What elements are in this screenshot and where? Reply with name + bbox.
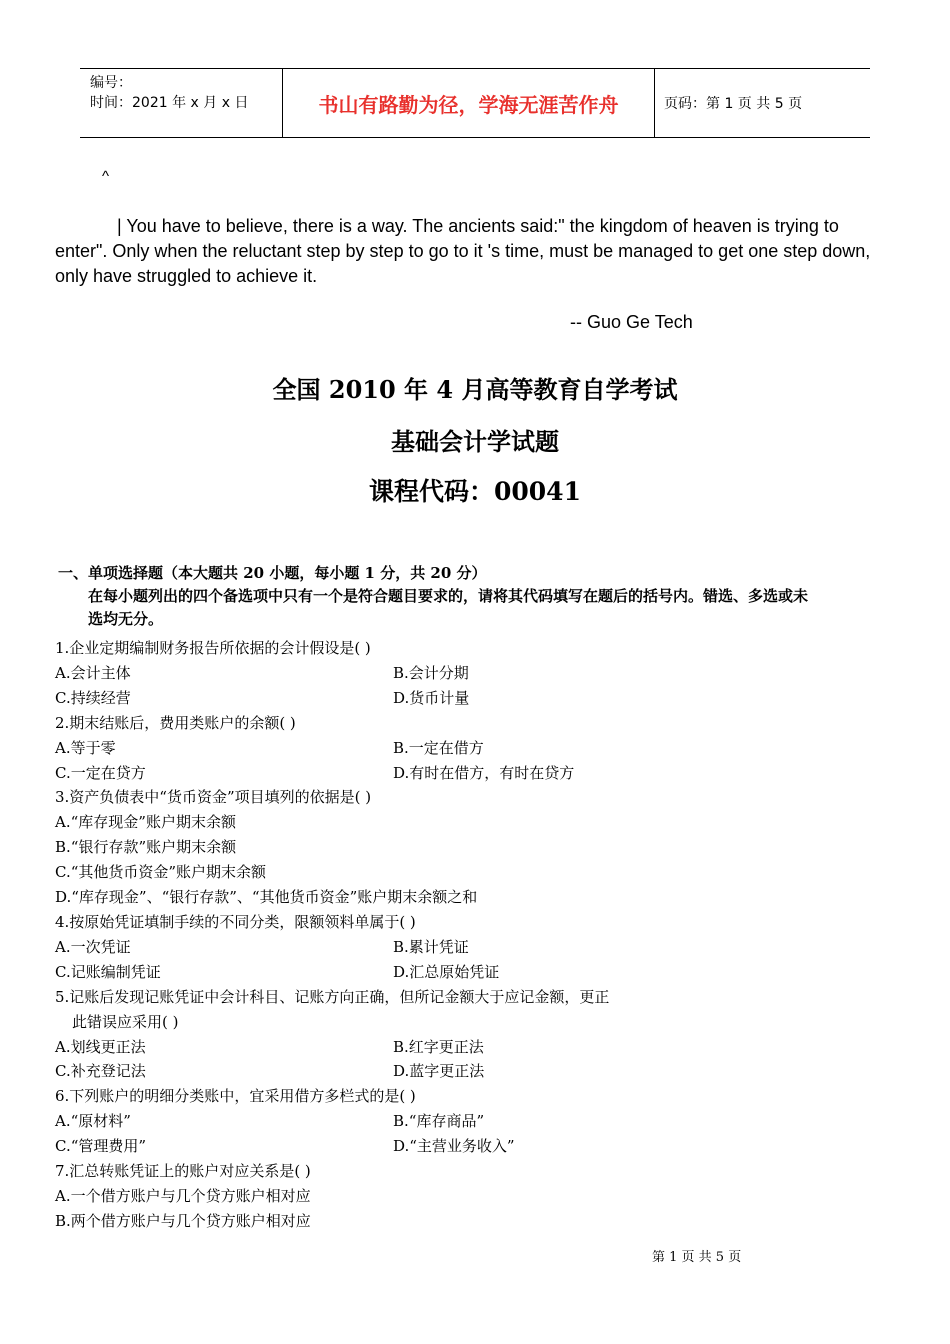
caret-mark: ^	[102, 168, 110, 185]
option: A.“原材料”	[55, 1112, 131, 1131]
option-row	[55, 661, 905, 686]
question-stem: 5.记账后发现记账凭证中会计科目、记账方向正确，但所记金额大于应记金额，更正	[55, 987, 610, 1006]
option: B.一定在借方	[393, 738, 484, 757]
header-motto: 书山有路勤为径，学海无涯苦作舟	[318, 92, 619, 117]
time-label: 时间：2021 年 x 月 x 日	[90, 95, 249, 111]
option: A.会计主体	[55, 663, 131, 682]
option: D.有时在借方，有时在贷方	[393, 763, 575, 782]
question-stem-continued: 此错误应采用( )	[72, 1012, 179, 1031]
option: D.汇总原始凭证	[393, 962, 500, 981]
option-row	[55, 1134, 905, 1159]
option: C.持续经营	[55, 688, 131, 707]
option: C.一定在贷方	[55, 763, 146, 782]
option-row	[55, 736, 905, 761]
header-meta	[90, 73, 248, 113]
option-row	[55, 1059, 905, 1084]
option: B.“库存商品”	[393, 1112, 485, 1131]
option: A.一次凭证	[55, 937, 131, 956]
option: A.一个借方账户与几个贷方账户相对应	[55, 1186, 311, 1205]
question-stem: 3.资产负债表中“货币资金”项目填列的依据是( )	[55, 788, 372, 807]
header-divider	[654, 69, 655, 137]
header-page-info: 页码：第 1 页 共 5 页	[664, 96, 803, 112]
quote-signature: -- Guo Ge Tech	[570, 312, 693, 332]
question-stem: 1.企业定期编制财务报告所依据的会计假设是( )	[55, 639, 371, 657]
option-row	[55, 1109, 905, 1134]
quote-paragraph: | You have to believe, there is a way. The ancients said:" the kingdom of heaven is trying to enter". Only when the reluctant step by step to go to it 's time, must be managed to get one step down, only have struggled to achieve it.	[55, 216, 871, 286]
option: C.“管理费用”	[55, 1137, 147, 1156]
code-label: 编号：	[90, 75, 132, 91]
course-code: 课程代码：00041	[369, 477, 581, 506]
option: B.累计凭证	[393, 937, 469, 956]
option-row	[55, 686, 905, 711]
question-stem: 6.下列账户的明细分类账中，宜采用借方多栏式的是( )	[55, 1087, 416, 1106]
section-heading: 一、单项选择题（本大题共 20 小题，每小题 1 分，共 20 分）	[58, 564, 487, 582]
section-instruction: 选均无分。	[88, 610, 164, 628]
section-header	[58, 562, 908, 631]
option: A.划线更正法	[55, 1037, 146, 1056]
option: D.“库存现金”、“银行存款”、“其他货币资金”账户期末余额之和	[55, 888, 478, 907]
option: D.货币计量	[393, 688, 470, 707]
section-instruction: 在每小题列出的四个备选项中只有一个是符合题目要求的，请将其代码填写在题后的括号内。错选、多选或未	[88, 587, 809, 605]
option-row	[55, 1035, 905, 1060]
option: C.补充登记法	[55, 1062, 146, 1081]
page-footer: 第 1 页 共 5 页	[652, 1250, 742, 1265]
question-stem: 7.汇总转账凭证上的账户对应关系是( )	[55, 1162, 311, 1181]
option: D.“主营业务收入”	[393, 1137, 515, 1156]
option: B.“银行存款”账户期末余额	[55, 838, 237, 857]
option: B.两个借方账户与几个贷方账户相对应	[55, 1211, 311, 1230]
option: D.蓝字更正法	[393, 1062, 485, 1081]
document-header	[80, 68, 870, 138]
option: B.红字更正法	[393, 1037, 484, 1056]
question-stem: 2.期末结账后，费用类账户的余额( )	[55, 713, 296, 732]
question-list	[55, 636, 905, 1234]
option: B.会计分期	[393, 663, 469, 682]
option-row	[55, 960, 905, 985]
option: A.等于零	[55, 738, 116, 757]
exam-title: 全国 2010 年 4 月高等教育自学考试	[272, 375, 678, 404]
question-stem: 4.按原始凭证填制手续的不同分类，限额领料单属于( )	[55, 912, 416, 931]
option: C.记账编制凭证	[55, 962, 161, 981]
option-row	[55, 935, 905, 960]
option-row	[55, 761, 905, 786]
option: A.“库存现金”账户期末余额	[55, 813, 236, 832]
option: C.“其他货币资金”账户期末余额	[55, 863, 267, 882]
exam-subject: 基础会计学试题	[391, 427, 559, 456]
